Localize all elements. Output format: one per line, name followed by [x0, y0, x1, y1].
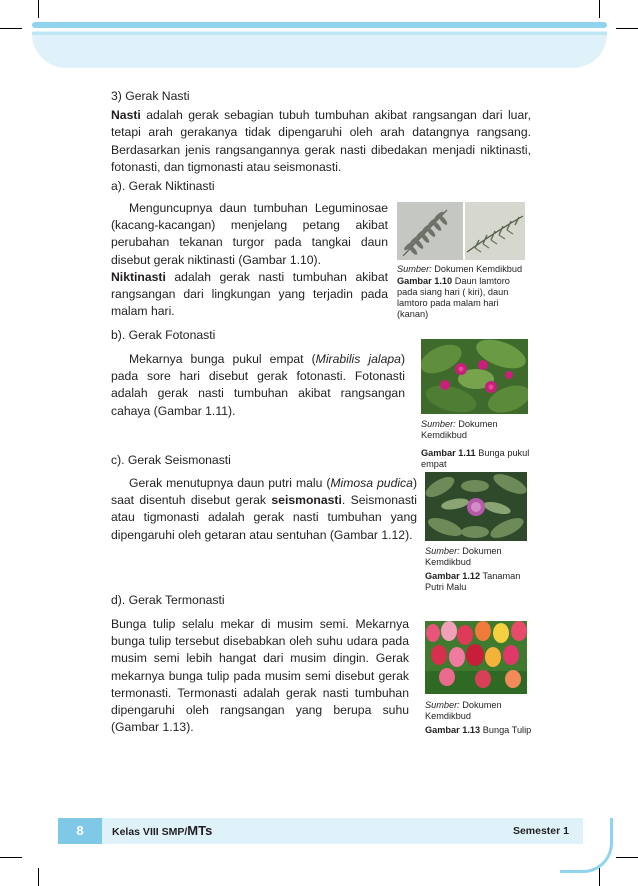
crop-mark-bl-v — [38, 868, 39, 886]
photo-lamtoro-night — [465, 202, 525, 260]
caption-1-10-source: Sumber: Dokumen Kemdikbud — [397, 264, 523, 274]
seismonasti-text — [111, 475, 417, 544]
intro-text: adalah gerak sebagian tubuh tumbuhan akibat rangsangan dari luar, tetapi arah gerakanya tidak dipengaruhi oleh arah datangnya rangsang. Berdasarkan jenis rangsangannya gerak nasti dibedakan menjadi niktinasti, fotonasti, dan tigmonasti atau seismonasti. — [111, 108, 531, 174]
termonasti-text — [111, 616, 409, 736]
footer-semester: Semester 1 — [512, 825, 569, 837]
caption-1-11-source: Sumber: Dokumen Kemdikbud — [421, 419, 498, 440]
caption-1-13-text: Gambar 1.13 Bunga Tulip — [425, 725, 532, 735]
seismonasti-p1: Gerak menutupnya daun putri malu (Mimosa pudica) saat disentuh disebut gerak seismonasti. Seismonasti atau tigmonasti adalah gerak nasti tumbuhan yang dipengaruhi oleh getaran atau sentuhan (Gambar 1.12). — [111, 476, 418, 542]
footer-class: Kelas VIII SMP/MTs — [112, 823, 213, 838]
header-line — [32, 22, 607, 28]
crop-mark-br-h — [616, 857, 638, 858]
caption-fig-1-13 — [425, 700, 535, 736]
crop-mark-tl-v — [38, 0, 39, 18]
header-panel — [32, 31, 607, 68]
header-band — [32, 22, 607, 68]
heading-termonasti: d). Gerak Termonasti — [111, 593, 225, 607]
section-intro — [111, 107, 531, 176]
crop-mark-br-v — [599, 868, 600, 886]
niktinasti-term: Niktinasti — [111, 269, 166, 284]
crop-mark-tr-h — [616, 28, 638, 29]
niktinasti-text — [111, 200, 388, 320]
caption-1-12-source: Sumber: Dokumen Kemdikbud — [425, 546, 502, 567]
niktinasti-p2 — [111, 269, 388, 321]
fotonasti-p1: Mekarnya bunga pukul empat (Mirabilis jalapa) pada sore hari disebut gerak fotonasti. Fotonasti adalah gerak nasti tumbuhan akibat rangsangan cahaya (Gambar 1.11). — [111, 352, 406, 418]
fotonasti-text — [111, 351, 405, 420]
photo-tulips — [425, 621, 527, 694]
photo-mirabilis — [421, 339, 528, 414]
photo-lamtoro-day — [397, 202, 463, 260]
section-block — [111, 88, 531, 195]
page-number: 8 — [58, 818, 102, 844]
heading-seismonasti: c). Gerak Seismonasti — [111, 453, 231, 467]
header-inner-line — [32, 32, 607, 35]
niktinasti-p2-text: adalah gerak nasti tumbuhan akibat rangsangan dari lingkungan yang terjadin pada malam hari. — [111, 269, 388, 319]
caption-1-10-text: Gambar 1.10 Daun lamtoro pada siang hari ( kiri), daun lamtoro pada malam hari (kanan) — [397, 276, 510, 319]
heading-seismonasti-wrap — [111, 452, 531, 469]
caption-fig-1-10 — [397, 264, 529, 320]
heading-fotonasti: b). Gerak Fotonasti — [111, 328, 216, 342]
crop-mark-bl-h — [0, 857, 22, 858]
caption-1-12-text: Gambar 1.12 Tanaman Putri Malu — [425, 571, 521, 592]
caption-1-11-text: Gambar 1.11 Bunga pukul empat — [421, 448, 530, 469]
crop-mark-tr-v — [599, 0, 600, 18]
caption-fig-1-12 — [425, 546, 535, 593]
heading-termonasti-wrap — [111, 592, 531, 609]
crop-mark-tl-h — [0, 28, 22, 29]
photo-mimosa — [425, 472, 527, 541]
heading-niktinasti: a). Gerak Niktinasti — [111, 179, 215, 194]
page-footer — [58, 818, 583, 844]
niktinasti-p1: Menguncupnya daun tumbuhan Leguminosae (kacang-kacangan) menjelang petang akibat perubahan tekanan turgor pada tangkai daun disebut gerak niktinasti (Gambar 1.10). — [111, 201, 388, 267]
intro-term: Nasti — [111, 108, 141, 123]
caption-1-13-source: Sumber: Dokumen Kemdikbud — [425, 700, 502, 721]
termonasti-p1: Bunga tulip selalu mekar di musim semi. Mekarnya bunga tulip tersebut disebabkan oleh suhu udara pada musim semi lebih hangat dari musim dingin. Gerak mekarnya bunga tulip pada musim semi disebut gerak termonasti. Termonasti adalah gerak nasti tumbuhan dipengaruhi oleh rangsangan yang berupa suhu (Gambar 1.13). — [111, 617, 409, 735]
section-heading: 3) Gerak Nasti — [111, 89, 190, 103]
